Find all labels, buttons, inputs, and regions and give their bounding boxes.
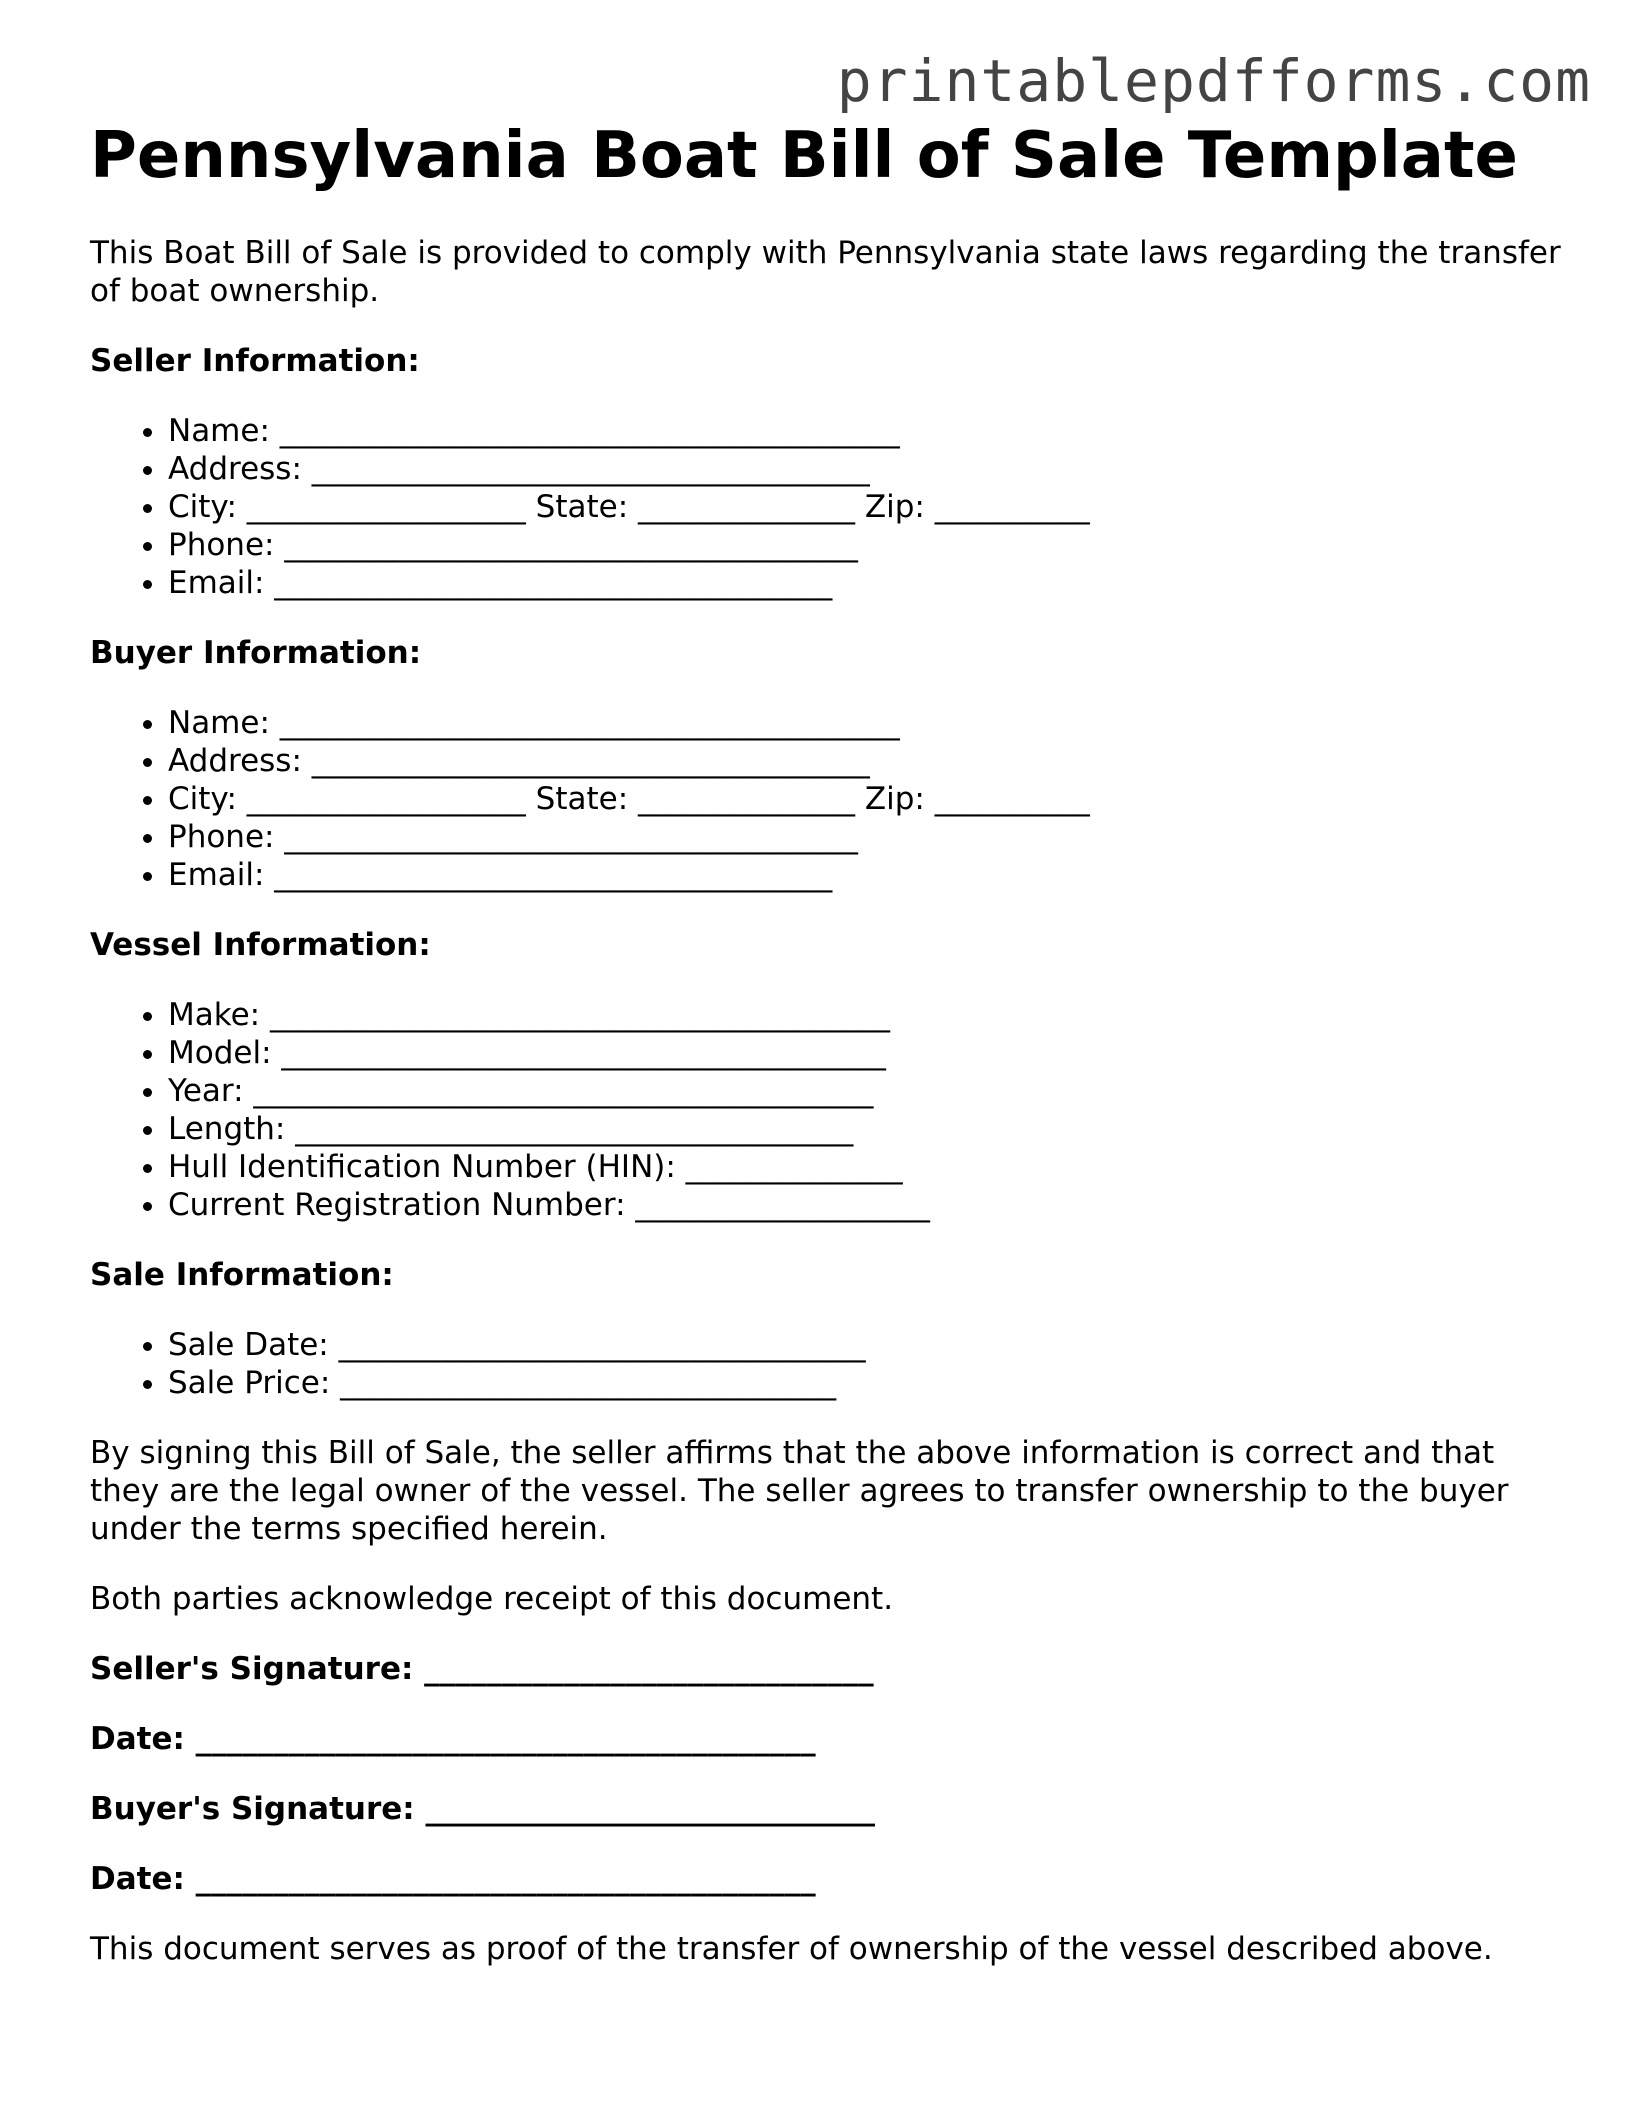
buyer-address-field[interactable]: • Address: ____________________________________ xyxy=(168,742,1570,780)
document-content xyxy=(90,118,1570,2000)
acknowledge-paragraph: Both parties acknowledge receipt of this document. xyxy=(90,1581,894,1617)
seller-fields xyxy=(90,412,1570,602)
seller-name-field[interactable]: • Name: ________________________________________ xyxy=(168,412,1570,450)
seller-address-field[interactable]: • Address: ____________________________________ xyxy=(168,450,1570,488)
seller-city-state-zip-field[interactable]: • City: __________________ State: ______________ Zip: __________ xyxy=(168,488,1570,526)
seller-signature-field[interactable]: Seller's Signature: _____________________________ xyxy=(90,1651,874,1687)
vessel-length-field[interactable]: • Length: ____________________________________ xyxy=(168,1110,1570,1148)
seller-section-heading: Seller Information: xyxy=(90,343,420,379)
vessel-registration-field[interactable]: • Current Registration Number: ___________________ xyxy=(168,1186,1570,1224)
seller-date-field[interactable]: Date: ________________________________________ xyxy=(90,1721,816,1757)
page-title: Pennsylvania Boat Bill of Sale Template xyxy=(90,119,1518,193)
vessel-fields xyxy=(90,996,1570,1224)
vessel-model-field[interactable]: • Model: _______________________________________ xyxy=(168,1034,1570,1072)
vessel-make-field[interactable]: • Make: ________________________________________ xyxy=(168,996,1570,1034)
affirmation-paragraph: By signing this Bill of Sale, the seller affirms that the above information is correct and that they are the legal owner of the vessel. The seller agrees to transfer ownership to the buyer under the terms specified herein. xyxy=(90,1435,1509,1547)
watermark: printablepdfforms.com xyxy=(836,47,1591,115)
buyer-signature-field[interactable]: Buyer's Signature: _____________________________ xyxy=(90,1791,875,1827)
intro-paragraph: This Boat Bill of Sale is provided to comply with Pennsylvania state laws regarding the transfer of boat ownership. xyxy=(90,235,1561,309)
vessel-hin-field[interactable]: • Hull Identification Number (HIN): ______________ xyxy=(168,1148,1570,1186)
buyer-date-field[interactable]: Date: ________________________________________ xyxy=(90,1861,816,1897)
sale-date-field[interactable]: • Sale Date: __________________________________ xyxy=(168,1326,1570,1364)
vessel-section-heading: Vessel Information: xyxy=(90,927,431,963)
buyer-email-field[interactable]: • Email: ____________________________________ xyxy=(168,856,1570,894)
vessel-year-field[interactable]: • Year: ________________________________________ xyxy=(168,1072,1570,1110)
seller-email-field[interactable]: • Email: ____________________________________ xyxy=(168,564,1570,602)
buyer-section-heading: Buyer Information: xyxy=(90,635,422,671)
closing-paragraph: This document serves as proof of the transfer of ownership of the vessel described above. xyxy=(90,1931,1493,1967)
buyer-city-state-zip-field[interactable]: • City: __________________ State: ______________ Zip: __________ xyxy=(168,780,1570,818)
sale-section-heading: Sale Information: xyxy=(90,1257,394,1293)
seller-phone-field[interactable]: • Phone: _____________________________________ xyxy=(168,526,1570,564)
buyer-fields xyxy=(90,704,1570,894)
sale-fields xyxy=(90,1326,1570,1402)
buyer-name-field[interactable]: • Name: ________________________________________ xyxy=(168,704,1570,742)
buyer-phone-field[interactable]: • Phone: _____________________________________ xyxy=(168,818,1570,856)
sale-price-field[interactable]: • Sale Price: ________________________________ xyxy=(168,1364,1570,1402)
